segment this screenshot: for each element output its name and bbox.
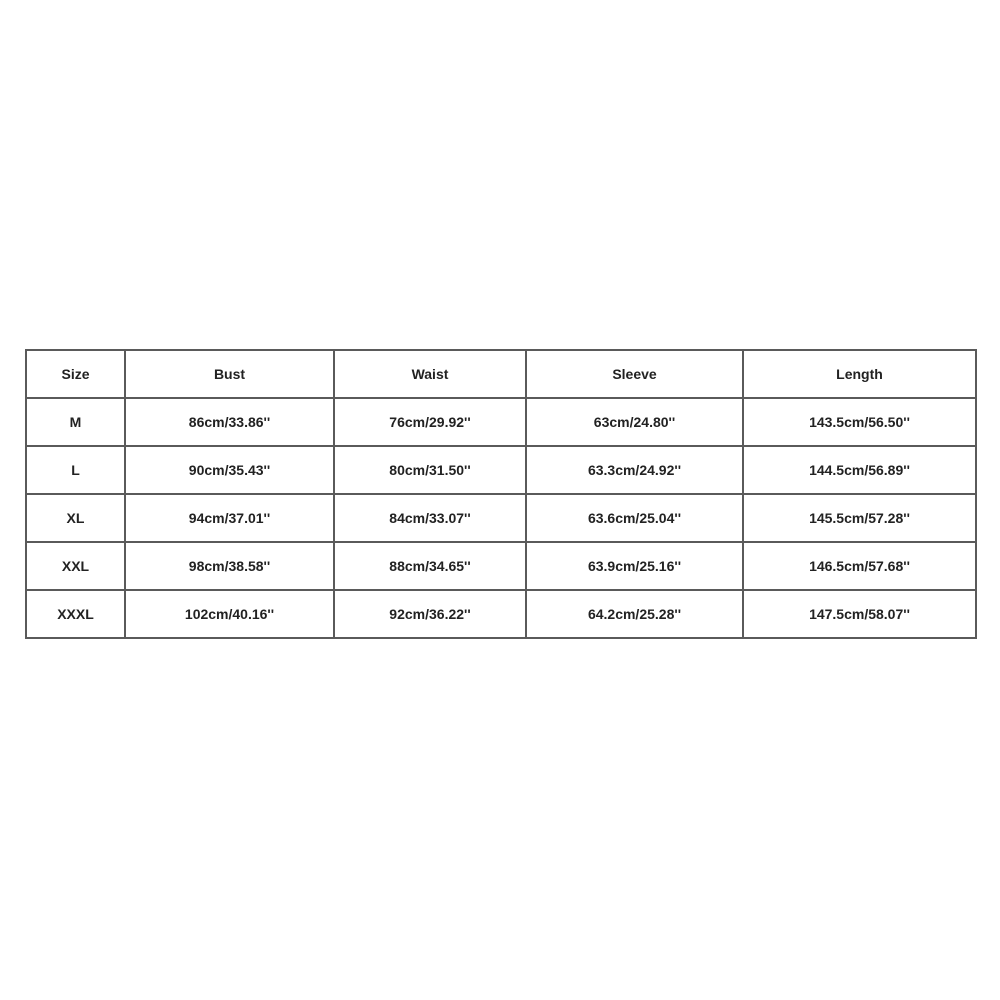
cell-bust: 90cm/35.43'' [125, 446, 334, 494]
cell-sleeve: 63.9cm/25.16'' [526, 542, 743, 590]
cell-bust: 94cm/37.01'' [125, 494, 334, 542]
cell-waist: 88cm/34.65'' [334, 542, 526, 590]
cell-bust: 98cm/38.58'' [125, 542, 334, 590]
cell-bust: 86cm/33.86'' [125, 398, 334, 446]
table-header-row [26, 350, 976, 398]
cell-sleeve: 63cm/24.80'' [526, 398, 743, 446]
cell-size: XL [26, 494, 125, 542]
cell-length: 146.5cm/57.68'' [743, 542, 976, 590]
cell-waist: 84cm/33.07'' [334, 494, 526, 542]
cell-sleeve: 64.2cm/25.28'' [526, 590, 743, 638]
cell-sleeve: 63.3cm/24.92'' [526, 446, 743, 494]
cell-waist: 92cm/36.22'' [334, 590, 526, 638]
cell-waist: 76cm/29.92'' [334, 398, 526, 446]
cell-length: 144.5cm/56.89'' [743, 446, 976, 494]
table-row [26, 446, 976, 494]
header-sleeve: Sleeve [526, 350, 743, 398]
cell-waist: 80cm/31.50'' [334, 446, 526, 494]
cell-bust: 102cm/40.16'' [125, 590, 334, 638]
table-row [26, 398, 976, 446]
table-row [26, 494, 976, 542]
cell-size: XXXL [26, 590, 125, 638]
header-bust: Bust [125, 350, 334, 398]
cell-length: 147.5cm/58.07'' [743, 590, 976, 638]
cell-sleeve: 63.6cm/25.04'' [526, 494, 743, 542]
table-row [26, 542, 976, 590]
cell-size: L [26, 446, 125, 494]
cell-size: M [26, 398, 125, 446]
header-waist: Waist [334, 350, 526, 398]
cell-length: 145.5cm/57.28'' [743, 494, 976, 542]
table-row [26, 590, 976, 638]
size-chart-table [25, 349, 977, 639]
cell-size: XXL [26, 542, 125, 590]
header-length: Length [743, 350, 976, 398]
header-size: Size [26, 350, 125, 398]
cell-length: 143.5cm/56.50'' [743, 398, 976, 446]
